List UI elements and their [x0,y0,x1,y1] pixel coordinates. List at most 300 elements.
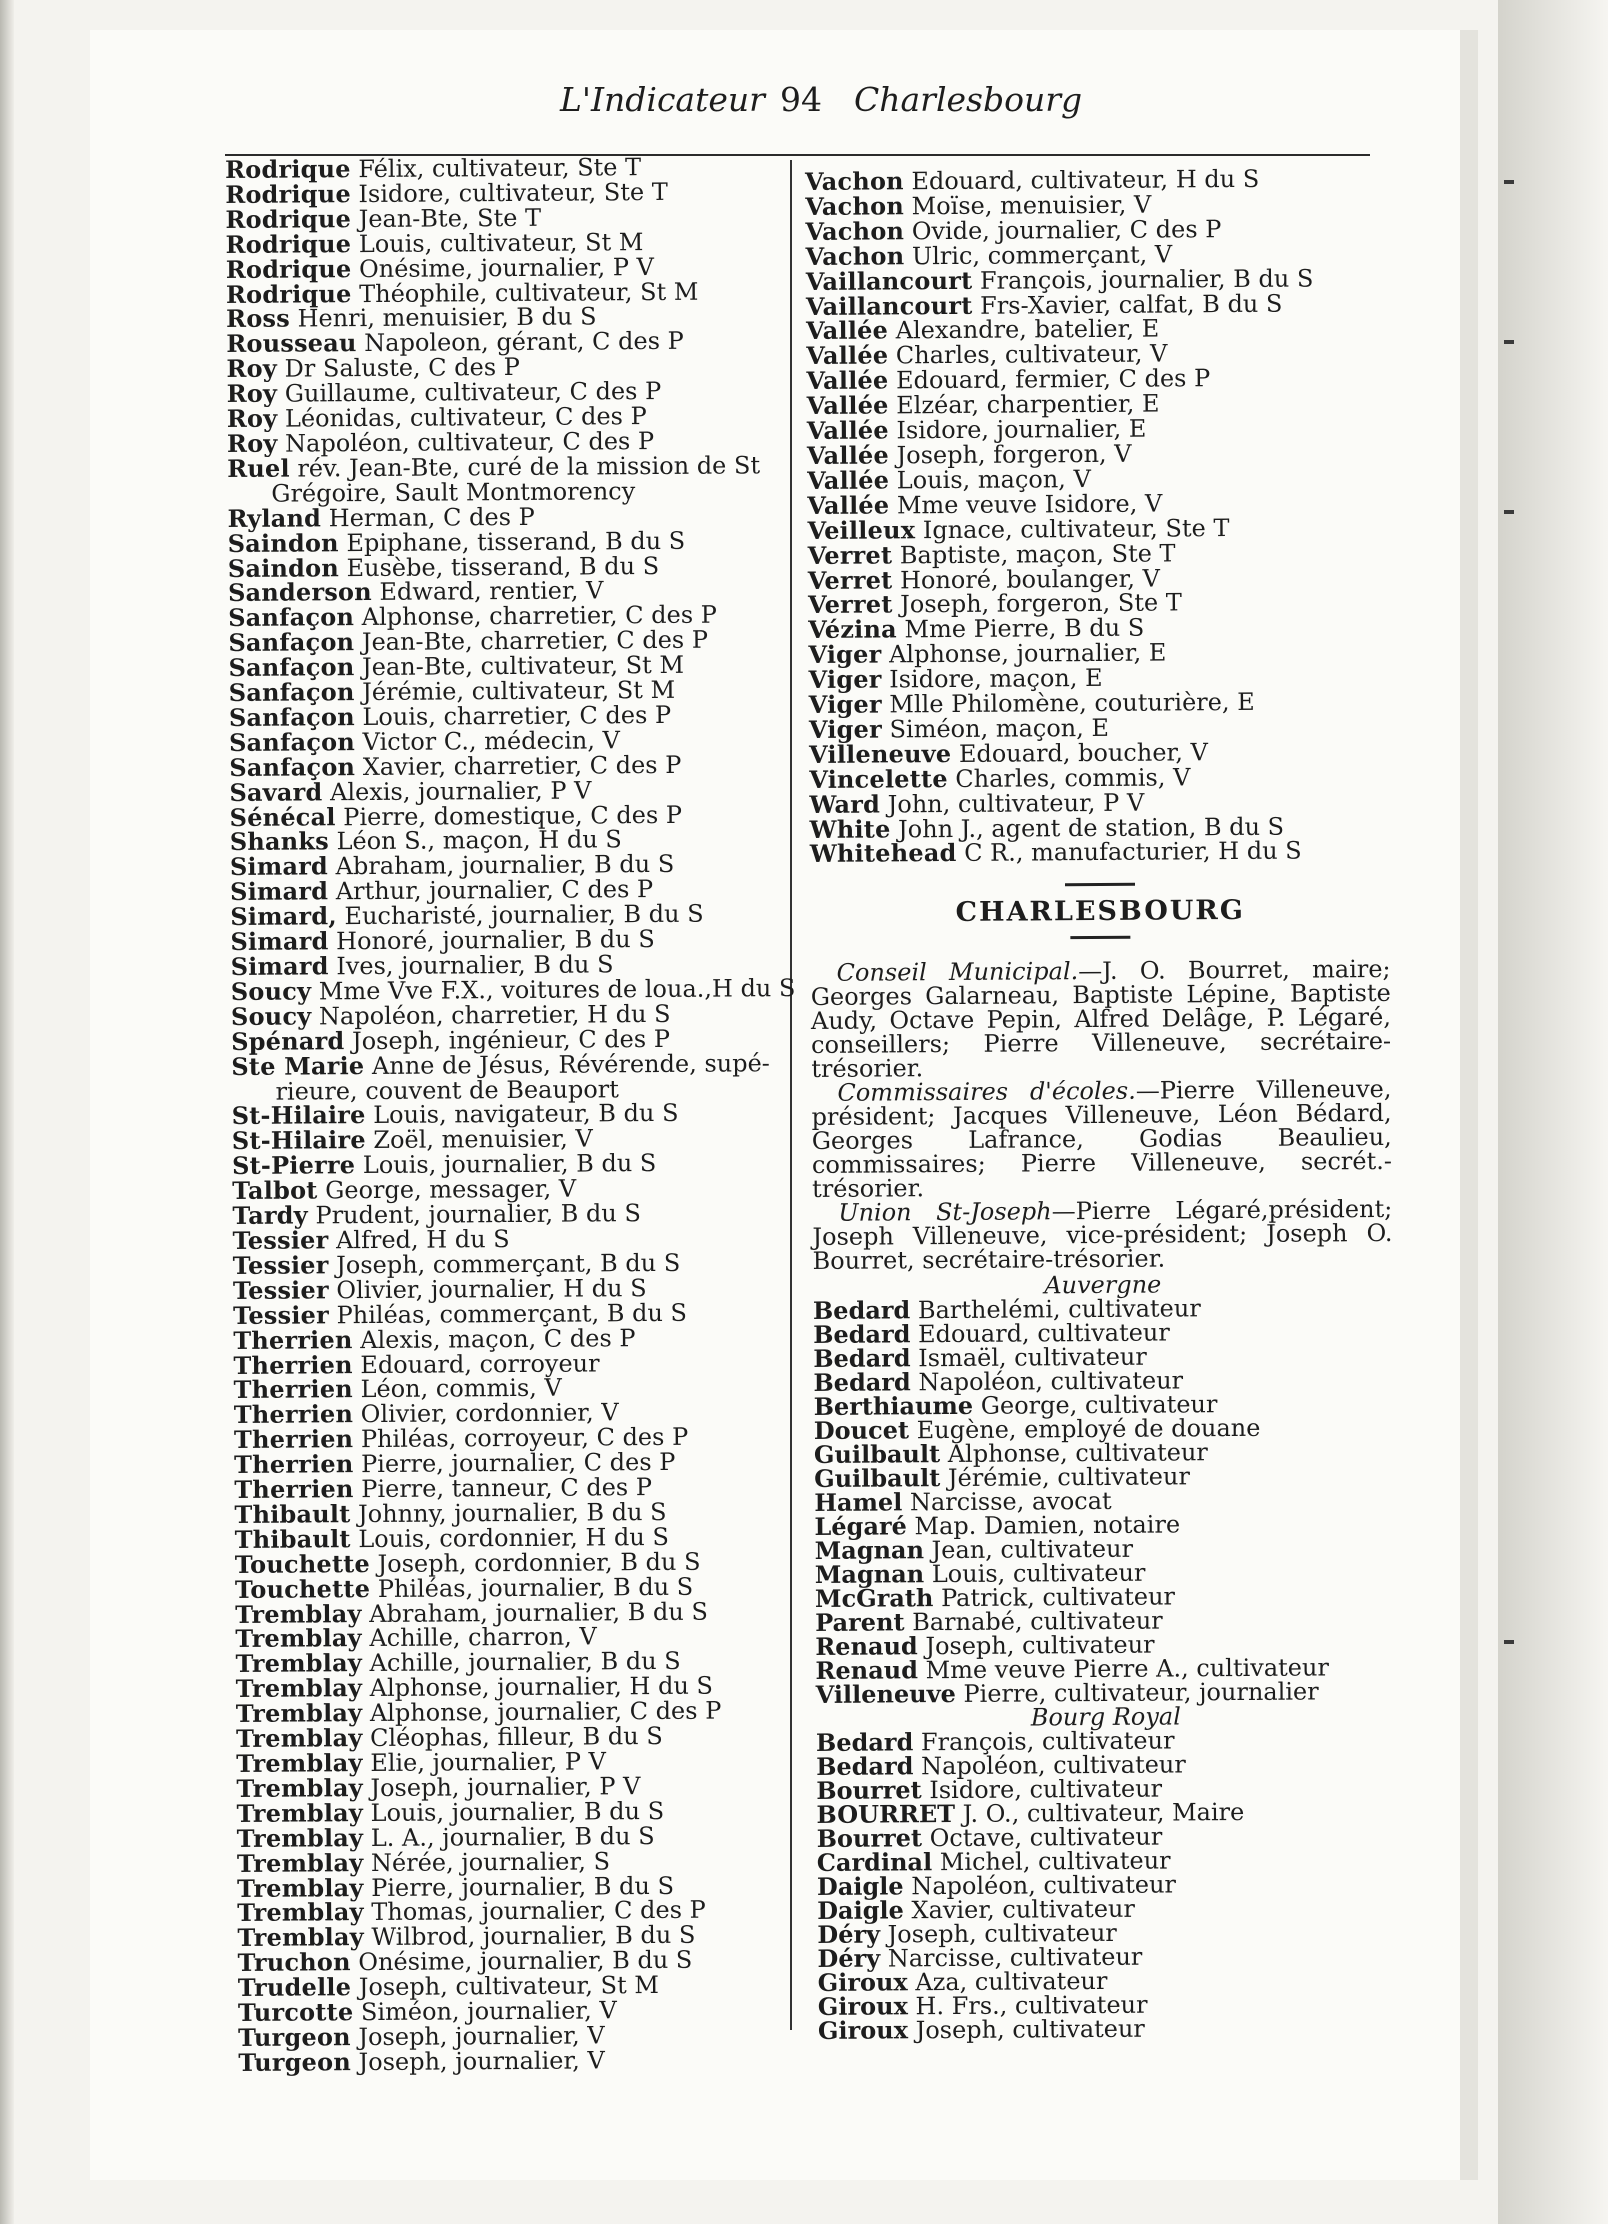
entry-details: Octave, cultivateur [921,1822,1163,1853]
entry-details: Abraham, journalier, B du S [361,1597,708,1628]
entry-surname: Roy [226,353,278,384]
paragraph [810,955,1392,1084]
entry-surname: Giroux [817,1991,908,2022]
page-edge [1498,0,1608,2224]
entry-details: J. O., cultivateur, Maire [954,1798,1245,1829]
entry-surname: Therrien [233,1424,354,1455]
entry-surname: White [809,813,891,844]
entry-surname: Viger [808,714,883,744]
entry-details: Alphonse, journalier, E [881,638,1167,669]
entry-details: Eugène, employé de douane [908,1414,1261,1445]
entry-details: Grégoire, Sault Montmorency [271,476,636,508]
entry-details: Louis, journalier, B du S [362,1796,665,1827]
entry-details: John J., agent de station, B du S [890,812,1285,843]
entry-surname: Tessier [232,1250,329,1280]
entry-surname: Guilbault [814,1463,941,1494]
entry-details: Pierre, journalier, C des P [353,1448,676,1479]
entry-details: Frs-Xavier, calfat, B du S [972,289,1283,320]
entry-details: Alphonse, journalier, C des P [362,1696,722,1728]
entry-surname: Tremblay [235,1648,363,1679]
entry-surname: Tremblay [236,1822,364,1853]
entry-surname: Rousseau [226,328,357,359]
entry-surname: Guilbault [813,1439,941,1470]
entry-surname: Simard [230,926,329,957]
entry-details: rieure, couvent de Beauport [275,1074,619,1106]
entry-details: Joseph, forgeron, V [888,439,1132,470]
entry-details: Napoléon, cultivateur [903,1870,1177,1901]
entry-surname: Tremblay [235,1698,363,1729]
entry-details: Louis, charretier, C des P [354,700,672,732]
entry-details: Ulric, commerçant, V [904,240,1173,271]
entry-details: H. Frs., cultivateur [907,1990,1148,2021]
entry-details: rév. Jean-Bte, curé de la mission de St [289,451,761,483]
entry-details: Alphonse, journalier, H du S [362,1671,714,1703]
section-rule-top [1065,883,1135,886]
entry-surname: Vaillancourt [805,290,973,321]
entry-surname: Thibault [234,1524,351,1554]
entry-details: Alphonse, charretier, C des P [354,600,717,632]
entry-details: Nérée, journalier, S [363,1846,611,1877]
entry-surname: BOURRET [816,1799,956,1830]
entry-surname: Trudelle [237,1972,352,2003]
entry-surname: Therrien [233,1374,354,1405]
entry-surname: Cardinal [816,1847,933,1878]
entry-surname: Tremblay [235,1623,362,1654]
entry-surname: Turgeon [238,2047,352,2077]
entry-details: George, messager, V [317,1174,577,1205]
entry-details: Isidore, cultivateur, Ste T [350,177,668,209]
entry-surname: Simard, [230,901,337,932]
paragraph [811,1075,1393,1204]
header-left-title: L'Indicateur [560,80,765,119]
entry-surname: Bedard [815,1727,914,1758]
entry-surname: Déry [817,1919,881,1950]
entry-details: Mme veuve Isidore, V [889,489,1163,520]
entry-details: Map. Damien, notaire [906,1510,1181,1541]
entry-surname: Verret [807,539,893,570]
entry-details: Napoleon, gérant, C des P [356,327,684,358]
entry-details: Onésime, journalier, B du S [350,1946,693,1977]
entry-details: Joseph, cordonnier, B du S [369,1547,701,1578]
entry-details: Edouard, corroyeur [352,1348,600,1379]
right-column [804,164,1398,2046]
entry-surname: Bedard [812,1295,911,1326]
entry-surname: Bedard [813,1367,911,1398]
entry-surname: Viger [808,639,882,670]
entry-details: Joseph, cultivateur [907,2014,1145,2045]
entry-details: Dr Saluste, C des P [276,353,521,383]
entry-details: Moïse, menuisier, V [903,190,1152,221]
entry-surname: Magnan [814,1535,925,1566]
entry-surname: Sanfaçon [228,652,355,683]
page-edge-mark [1504,340,1514,344]
entry-details: Napoléon, cultivateur [910,1366,1184,1397]
entry-details: Anne de Jésus, Révérende, supé- [364,1048,770,1080]
entry-surname: Tremblay [237,1922,364,1953]
entry-surname: Vachon [805,216,905,246]
right-column-directory [805,166,1390,867]
entry-details: Jean-Bte, Ste T [350,203,542,233]
entry-details: Léon S., maçon, H du S [328,825,622,856]
page-edge-mark [1504,1640,1514,1644]
entry-surname: Sanfaçon [228,627,355,658]
entry-surname: Légaré [814,1511,907,1542]
entry-details: Alexandre, batelier, E [887,314,1160,345]
entry-surname: Simard [230,951,329,981]
entry-surname: Ryland [227,503,322,533]
entry-surname: Vallée [806,365,889,396]
entry-surname: Villeneuve [815,1679,956,1710]
entry-surname: Thibault [234,1499,351,1529]
entry-details: Epiphane, tisserand, B du S [338,526,686,557]
paragraph-text: —Pierre Légaré,président; Joseph Villeneuve, vice-président; Joseph O. Bourret, secrétaire-trésorier. [812,1195,1393,1276]
paragraph [812,1195,1393,1276]
paragraph-label: Conseil Municipal. [836,957,1079,988]
entry-details: Barthelémi, cultivateur [910,1294,1201,1325]
entry-surname: Bedard [816,1751,914,1782]
entry-details: George, cultivateur [973,1390,1218,1421]
entry-details: Jean-Bte, cultivateur, St M [354,650,685,682]
directory-entry [817,2014,1398,2046]
entry-details: Aza, cultivateur [907,1967,1108,1997]
entry-details: Alfred, H du S [328,1225,510,1255]
entry-surname: Roy [226,403,278,434]
subheading-auvergne: Auvergne [1044,1270,1162,1300]
entry-details: Alphonse, cultivateur [940,1438,1208,1469]
entry-surname: Tremblay [236,1748,363,1778]
entry-surname: Talbot [232,1175,318,1206]
entry-details: Barnabé, cultivateur [904,1606,1163,1637]
entry-surname: Simard [230,876,329,907]
entry-details: Joseph, journalier, V [350,2021,605,2052]
entry-details: Narcisse, avocat [902,1487,1112,1517]
entry-details: Mme Vve F.X., voitures de loua.,H du S [311,973,796,1006]
entry-surname: Veilleux [807,514,916,545]
entry-details: François, journalier, B du S [972,264,1314,295]
entry-surname: Vallée [806,415,889,446]
section-rule-bottom [1070,936,1130,939]
entry-surname: Vachon [805,191,905,221]
entry-surname: Rodrique [225,278,352,309]
entry-details: Edouard, boucher, V [951,738,1208,768]
entry-surname: Villeneuve [808,738,952,769]
entry-surname: Vaillancourt [805,265,973,296]
entry-details: Joseph, ingénieur, C des P [344,1024,671,1055]
page-edge-mark [1504,180,1514,184]
entry-surname: Therrien [233,1399,354,1430]
entry-details: Philéas, commerçant, B du S [328,1298,688,1329]
entry-details: Eusèbe, tisserand, B du S [338,551,660,582]
entry-surname: Déry [817,1943,881,1974]
entry-surname: Tardy [232,1200,308,1231]
entry-surname: St-Hilaire [231,1100,366,1131]
entry-details: Joseph, cultivateur, St M [351,1971,659,2002]
entry-surname: Ruel [227,453,290,483]
entry-details: Arthur, journalier, C des P [328,875,654,906]
entry-surname: Rodrique [225,228,352,259]
entry-surname: Touchette [234,1573,371,1604]
entry-details: Louis, cordonnier, H du S [350,1522,669,1553]
entry-details: Léon, commis, V [352,1374,562,1404]
entry-surname: Sanderson [227,577,372,608]
entry-surname: Spénard [231,1025,345,1056]
entry-surname: Vallée [806,340,889,371]
entry-details: Napoléon, cultivateur, C des P [277,426,655,458]
entry-details: Ovide, journalier, C des P [904,214,1222,246]
entry-details: Xavier, cultivateur [903,1895,1135,1925]
entry-surname: Therrien [234,1449,354,1480]
paragraph-label: Commissaires d'écoles. [837,1076,1136,1108]
entry-details: C R., manufacturier, H du S [956,837,1302,868]
entry-surname: Viger [808,664,882,695]
entry-surname: Sanfaçon [228,726,356,757]
entry-surname: Vachon [804,166,904,196]
entry-details: Baptiste, maçon, Ste T [892,539,1176,569]
entry-surname: Tremblay [235,1723,363,1754]
entry-surname: Therrien [234,1474,354,1504]
entry-surname: Magnan [814,1559,925,1590]
entry-surname: Ward [809,789,881,819]
entry-details: Napoléon, charretier, H du S [311,999,671,1031]
entry-surname: Giroux [817,2015,909,2046]
entry-details: Honoré, journalier, B du S [328,925,655,956]
entry-details: Joseph, journalier, P V [362,1772,641,1802]
auvergne-list [812,1294,1396,1710]
entry-details: Pierre, cultivateur, journalier [955,1677,1319,1709]
entry-surname: Rodrique [225,253,352,284]
entry-details: Isidore, maçon, E [881,664,1103,694]
paragraph-label: Union St-Joseph [838,1197,1052,1228]
entry-surname: Saindon [227,527,339,558]
entry-details: Mlle Philomène, couturière, E [881,687,1255,719]
entry-surname: Hamel [814,1487,903,1518]
entry-details: Théophile, cultivateur, St M [351,277,699,308]
entry-details: Honoré, boulanger, V [892,564,1161,594]
entry-surname: Sénécal [229,801,336,832]
entry-details: Edouard, fermier, C des P [888,364,1211,395]
entry-details: Jean-Bte, charretier, C des P [354,625,709,657]
entry-surname: St-Pierre [231,1150,356,1181]
entry-details: Isidore, journalier, E [888,414,1147,445]
entry-surname: Berthiaume [813,1391,974,1422]
entry-surname: Vallée [807,490,890,520]
entry-surname: Truchon [237,1947,351,1978]
entry-details: Félix, cultivateur, Ste T [350,153,642,184]
entry-details: Onésime, journalier, P V [351,252,655,283]
entry-details: Edouard, cultivateur, H du S [903,164,1260,196]
entry-surname: Verret [807,589,893,620]
directory-entry [810,838,1390,867]
entry-surname: McGrath [814,1583,934,1614]
entry-details: Louis, journalier, B du S [355,1149,657,1180]
entry-surname: Parent [815,1607,905,1638]
entry-surname: Bedard [813,1343,911,1374]
entry-surname: Tremblay [235,1598,362,1629]
entry-surname: Tessier [232,1299,330,1330]
entry-surname: Tessier [232,1275,329,1305]
entry-details: Narcisse, cultivateur [880,1942,1143,1973]
entry-details: Michel, cultivateur [932,1846,1171,1877]
entry-surname: Therrien [233,1324,353,1355]
left-column-directory [225,154,798,2076]
entry-surname: Viger [808,689,882,720]
entry-surname: Vallée [806,315,889,346]
entry-details: Pierre, tanneur, C des P [353,1473,653,1504]
entry-surname: Whitehead [809,838,957,869]
entry-surname: Tremblay [236,1772,363,1803]
entry-details: Elie, journalier, P V [362,1747,607,1778]
entry-details: Zoël, menuisier, V [365,1124,593,1155]
entry-details: François, cultivateur [913,1726,1175,1757]
entry-details: Charles, commis, V [947,763,1191,793]
directory-entry [238,2047,798,2076]
entry-surname: Sanfaçon [228,702,355,732]
entry-surname: Vallée [806,390,889,421]
entry-surname: Daigle [816,1871,904,1902]
municipal-paragraphs [810,955,1393,1276]
entry-details: Prudent, journalier, B du S [307,1199,641,1230]
entry-surname: Tessier [232,1225,329,1255]
entry-details: Herman, C des P [320,502,535,533]
entry-surname: Rodrique [225,203,352,234]
entry-surname: Simard [229,851,329,882]
entry-surname: Giroux [817,1967,908,1998]
entry-surname: Sanfaçon [228,602,355,633]
entry-details: Eucharisté, journalier, B du S [336,899,704,931]
entry-details: Isidore, cultivateur [921,1774,1163,1805]
entry-surname: Verret [807,564,893,595]
entry-details: Olivier, journalier, H du S [328,1273,647,1305]
paragraph-text: —Pierre Villeneuve, président; Jacques Villeneuve, Léon Bédard, Georges Lafrance, Godias Beaulieu, commissaires; Pierre Villeneuve, secrét.-trésorier. [811,1075,1393,1204]
entry-details: Louis, cultivateur [924,1558,1146,1589]
entry-surname: Ross [226,303,291,334]
entry-details: Edward, rentier, V [371,576,604,607]
entry-surname: Daigle [817,1895,904,1926]
entry-details: Ignace, cultivateur, Ste T [915,513,1230,544]
entry-details: Napoléon, cultivateur [913,1750,1186,1781]
entry-details: Cléophas, filleur, B du S [362,1722,663,1753]
entry-surname: St-Hilaire [231,1125,366,1156]
entry-details: L. A., journalier, B du S [363,1821,655,1852]
entry-details: Joseph, forgeron, Ste T [892,588,1182,619]
page-number: 94 [780,80,822,119]
entry-surname: Renaud [815,1631,918,1662]
entry-surname: Bourret [816,1823,923,1854]
entry-details: Siméon, journalier, V [353,1996,617,2027]
running-header [220,80,1370,140]
entry-details: Abraham, journalier, B du S [327,850,675,881]
header-right-title: Charlesbourg [854,80,1083,119]
entry-details: Ismaël, cultivateur [910,1342,1147,1373]
section-title: CHARLESBOURG [955,895,1245,929]
entry-details: Henri, menuisier, B du S [289,302,597,333]
entry-details: Joseph, cultivateur [917,1630,1155,1661]
entry-details: Achille, journalier, B du S [361,1647,681,1678]
entry-details: Joseph, cultivateur [879,1919,1117,1949]
entry-surname: Tremblay [236,1847,364,1878]
entry-details: John, cultivateur, P V [879,788,1145,819]
entry-surname: Vincelette [809,763,948,794]
entry-details: Olivier, cordonnier, V [352,1398,619,1429]
entry-details: Johnny, journalier, B du S [350,1497,667,1529]
bourg-royal-list [815,1726,1398,2046]
entry-details: Jean, cultivateur [923,1535,1134,1565]
entry-surname: Roy [226,428,278,458]
entry-details: Philéas, journalier, B du S [370,1572,694,1603]
entry-details: Ives, journalier, B du S [328,950,614,981]
entry-surname: Saindon [227,552,340,583]
entry-details: Jérémie, cultivateur [940,1462,1190,1493]
entry-details: Elzéar, charpentier, E [888,389,1160,420]
entry-details: Pierre, journalier, B du S [363,1871,675,1902]
subheading-bourg-royal: Bourg Royal [1030,1702,1181,1732]
entry-details: Mme veuve Pierre A., cultivateur [917,1653,1329,1685]
entry-details: Guillaume, cultivateur, C des P [277,377,662,408]
entry-surname: Savard [229,776,323,807]
entry-details: Alexis, journalier, P V [322,776,592,806]
entry-details: Edouard, cultivateur [910,1318,1170,1349]
book-binding-shadow [0,0,14,2224]
entry-surname: Turgeon [238,2022,351,2052]
page-edge-mark [1504,510,1514,514]
entry-surname: Vallée [807,465,890,495]
entry-details: Wilbrod, journalier, B du S [363,1921,696,1952]
entry-details: Siméon, maçon, E [881,713,1110,744]
entry-surname: Doucet [813,1415,910,1446]
entry-surname: Tremblay [236,1797,364,1828]
entry-details: Joseph, commerçant, B du S [328,1248,681,1280]
entry-details: Pierre, domestique, C des P [335,800,683,831]
entry-details: Patrick, cultivateur [933,1582,1176,1613]
entry-surname: Tremblay [236,1872,364,1903]
entry-surname: Turcotte [237,1997,354,2028]
entry-surname: Ste Marie [231,1050,365,1081]
entry-surname: Sanfaçon [229,751,356,782]
entry-details: Philéas, corroyeur, C des P [353,1423,689,1454]
entry-details: Jérémie, cultivateur, St M [354,675,676,707]
entry-details: Achille, charron, V [361,1622,597,1653]
paragraph-text: —J. O. Bourret, maire; Georges Galarneau, Baptiste Lépine, Baptiste Audy, Octave Pepin, Alfred Delâge, P. Légaré, conseillers; Pierre Villeneuve, secrétaire-trésorier. [810,955,1392,1084]
entry-details: Charles, cultivateur, V [888,339,1168,370]
entry-surname: Roy [226,378,278,409]
entry-surname: Rodrique [224,154,351,184]
entry-details: Joseph, journalier, V [350,2046,605,2077]
entry-surname: Vézina [808,614,897,645]
entry-surname: Tremblay [237,1897,364,1928]
entry-surname: Soucy [230,976,312,1006]
entry-surname: Soucy [230,1001,312,1031]
entry-surname: Vachon [805,241,905,271]
entry-surname: Bedard [813,1319,911,1350]
entry-surname: Therrien [233,1349,353,1380]
entry-surname: Rodrique [225,179,351,209]
entry-details: Louis, maçon, V [889,464,1091,495]
entry-surname: Tremblay [235,1673,363,1704]
entry-details: Alexis, maçon, C des P [352,1323,636,1354]
entry-surname: Renaud [815,1655,919,1686]
entry-details: Louis, cultivateur, St M [351,227,644,258]
entry-details: Léonidas, cultivateur, C des P [277,402,647,433]
entry-surname: Shanks [229,826,329,857]
entry-surname: Vallée [806,440,890,470]
entry-details: Victor C., médecin, V [354,726,620,756]
entry-surname: Touchette [234,1548,371,1579]
entry-surname: Sanfaçon [228,677,355,708]
entry-details: Mme Pierre, B du S [896,613,1145,644]
entry-details: Thomas, journalier, C des P [363,1896,706,1927]
entry-details: Xavier, charretier, C des P [355,750,682,781]
entry-surname: Bourret [816,1775,922,1806]
